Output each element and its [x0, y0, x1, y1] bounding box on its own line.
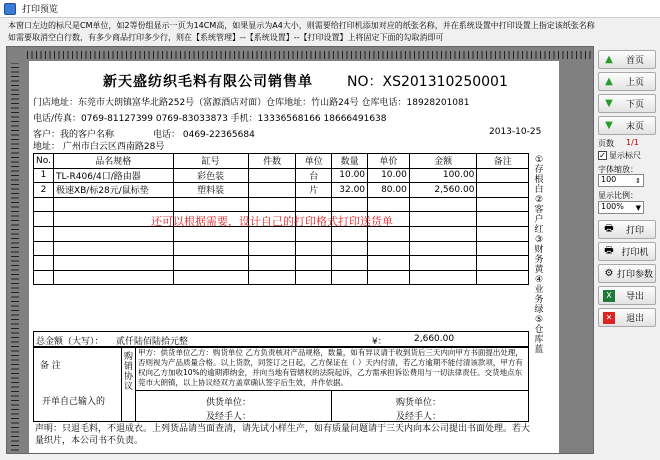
company-title: 新天盛纺织毛料有限公司销售单 [103, 74, 313, 90]
prev-page-button[interactable]: ▲ 上页 [598, 72, 656, 91]
table-cell [368, 270, 410, 285]
total-row [33, 331, 529, 347]
table-row [34, 197, 529, 212]
arrow-up-icon: ▲ [605, 76, 613, 87]
agreement-text: 甲方：供货单位乙方：购货单位 乙方负责核对产品规格，数量，如有异议请于收到货后三天内向甲方书面提出处理，否则视为产品质量合格。以上货款，同签订之日起，乙方保证在（ ）天内付清，若乙方逾期不能付清该款项，甲方有权向乙方加收10%的逾期滞纳金，并向当地有管辖权的法院起诉，乙方需承担诉讼费用与一切法律责任。交货地点东莞市大朗镇，以上协议经双方盖章确认签字后生效，并作依据。 [138, 348, 523, 387]
table-cell [34, 212, 54, 227]
table-cell [296, 270, 332, 285]
next-page-button[interactable]: ▼ 下页 [598, 94, 656, 113]
remark-text: 开单自己输入的 [42, 397, 106, 407]
table-cell [409, 241, 477, 256]
table-cell [477, 256, 529, 271]
pages-value: 1/1 [626, 138, 639, 147]
display-ratio-select[interactable]: 100% ▼ [598, 201, 644, 214]
table-cell: 32.00 [332, 183, 368, 198]
table-cell: TL-R406/4口/路由器 [53, 168, 173, 183]
table-cell [477, 241, 529, 256]
table-cell [173, 241, 248, 256]
checkbox-checked-icon: ✓ [599, 151, 606, 160]
table-cell [34, 256, 54, 271]
table-cell [248, 241, 296, 256]
table-row [34, 168, 529, 183]
font-zoom-label: 字体缩放： [598, 165, 638, 174]
table-cell [248, 256, 296, 271]
table-header-cell: 单价 [368, 154, 410, 169]
table-cell [173, 197, 248, 212]
table-header-cell: 单位 [296, 154, 332, 169]
table-cell: 塑料装 [173, 183, 248, 198]
print-page [29, 61, 559, 454]
table-cell [477, 270, 529, 285]
preview-area[interactable] [6, 46, 594, 454]
table-cell: 100.00 [409, 168, 477, 183]
remark-cell [34, 348, 122, 421]
exit-button[interactable]: ✕ 退出 [598, 308, 656, 327]
table-cell [53, 270, 173, 285]
table-cell: 极速XB/标28元/鼠标垫 [53, 183, 173, 198]
table-cell: 1 [34, 168, 54, 183]
customer-phone: 电话： 0469-22365684 [153, 130, 255, 140]
print-params-button[interactable]: ⚙ 打印参数 [598, 264, 656, 283]
pages-label: 页数 [598, 139, 614, 148]
table-cell [477, 168, 529, 183]
hint-line-2: 如需要取消空白行数，有多少商品打印多少行，则在【系统管理】--【系统设置】--【打印设置】上将固定下面的勾取消即可 [8, 33, 444, 42]
table-cell [332, 256, 368, 271]
copy-label: ⑤仓库蓝 [534, 315, 544, 355]
table-header-cell: 缸号 [173, 154, 248, 169]
table-cell [409, 256, 477, 271]
table-cell [409, 226, 477, 241]
table-cell [409, 197, 477, 212]
customer-name: 客户：我的客户名称 [33, 130, 115, 140]
table-cell [368, 241, 410, 256]
total-symbol: ¥： [372, 337, 387, 347]
table-cell [34, 226, 54, 241]
table-cell: 2 [34, 183, 54, 198]
buyer-unit: 购货单位： [396, 398, 442, 408]
supplier-unit: 供货单位： [206, 398, 252, 408]
table-cell [248, 197, 296, 212]
table-cell [332, 197, 368, 212]
table-header-cell: 件数 [248, 154, 296, 169]
first-page-button[interactable]: ▲ 首页 [598, 50, 656, 69]
arrow-down-icon: ▼ [605, 120, 613, 131]
customer-address: 地址： 广州市白云区西南路28号 [33, 142, 165, 152]
table-cell [248, 183, 296, 198]
table-cell: 片 [296, 183, 332, 198]
table-header-cell: 金额 [409, 154, 477, 169]
table-cell: 台 [296, 168, 332, 183]
order-date: 2013-10-25 [489, 127, 542, 137]
buyer-handler: 及经手人： [396, 412, 442, 422]
footer-statement: 声明：只退毛料，不退成衣。上列货品请当面查清，请先试小样生产，如有质量问题请于三天内向本公司提出书面处理。若大量织片，本公司书不负责。 [35, 424, 531, 446]
table-cell [477, 197, 529, 212]
copy-label: ③财务黄 [534, 235, 544, 275]
copy-label: ②客户红 [534, 195, 544, 235]
signature-area [136, 390, 528, 421]
arrow-down-icon: ▼ [605, 98, 613, 109]
table-cell [368, 197, 410, 212]
remark-box [33, 347, 529, 422]
table-row [34, 270, 529, 285]
table-cell [34, 241, 54, 256]
display-ratio-label: 显示比例： [598, 191, 638, 200]
arrow-up-icon: ▲ [605, 54, 613, 65]
copy-labels [533, 155, 545, 355]
table-cell [248, 270, 296, 285]
table-cell [296, 241, 332, 256]
agreement-label: 购销协议 [122, 348, 136, 421]
table-cell: 10.00 [332, 168, 368, 183]
table-header-row [34, 154, 529, 169]
app-icon [4, 3, 16, 15]
remark-label: 备 注 [40, 361, 61, 371]
last-page-button[interactable]: ▼ 末页 [598, 116, 656, 135]
table-cell: 80.00 [368, 183, 410, 198]
table-cell: 彩色装 [173, 168, 248, 183]
table-cell [477, 212, 529, 227]
table-cell [368, 256, 410, 271]
phone-line: 电话/传真：0769-81127399 0769-83033873 手机：13336568166 18666491638 [33, 114, 387, 124]
table-cell [477, 226, 529, 241]
close-icon: ✕ [603, 312, 615, 324]
printer-button[interactable]: 🖶 打印机 [598, 242, 656, 261]
watermark-text: 还可以根据需要，设计自己的打印格式打印送货单 [151, 215, 393, 228]
table-cell [173, 270, 248, 285]
supplier-handler: 及经手人： [206, 412, 252, 422]
copy-label: ①存根白 [534, 155, 544, 195]
excel-icon: X [603, 290, 615, 302]
table-cell [34, 270, 54, 285]
export-button[interactable]: X 导出 [598, 286, 656, 305]
table-cell [409, 212, 477, 227]
print-button[interactable]: 🖶 打印 [598, 220, 656, 239]
total-value: 2,660.00 [414, 334, 455, 344]
hint-line-1: 本窗口左边的标尺是CM单位，如2等份组显示一页为14CM高，如果显示为A4大小，则需要给打印机添加对应的纸张名称，并在系统设置中打印设置上指定该纸张名称 [8, 21, 595, 30]
table-cell [53, 256, 173, 271]
store-address: 门店地址：东莞市大朗镇富华北路252号（富源酒店对面）仓库地址：竹山路24号 仓库电话：18928201081 [33, 98, 470, 108]
table-cell [34, 197, 54, 212]
table-cell: 2,560.00 [409, 183, 477, 198]
printer-icon: 🖶 [604, 223, 614, 234]
chevron-down-icon: ▼ [635, 204, 641, 212]
total-words: 贰仟陆佰陆拾元整 [116, 337, 189, 347]
spinner-icon: ⇕ [635, 177, 641, 185]
order-number: NO：XS201310250001 [347, 74, 508, 90]
table-cell [332, 270, 368, 285]
table-header-cell: 数量 [332, 154, 368, 169]
table-cell [409, 270, 477, 285]
copy-label: ④业务绿 [534, 275, 544, 315]
font-zoom-select[interactable]: 100 ⇕ [598, 174, 644, 187]
top-ruler [27, 51, 594, 59]
table-row [34, 183, 529, 198]
left-ruler [11, 63, 19, 454]
table-header-cell: 品名规格 [53, 154, 173, 169]
table-cell [477, 183, 529, 198]
title-bar [0, 0, 660, 18]
table-cell: 10.00 [368, 168, 410, 183]
table-row [34, 241, 529, 256]
table-cell [53, 241, 173, 256]
table-cell [296, 256, 332, 271]
table-cell [173, 256, 248, 271]
table-cell [53, 197, 173, 212]
table-cell [332, 241, 368, 256]
table-cell [296, 197, 332, 212]
table-cell [248, 168, 296, 183]
table-row [34, 256, 529, 271]
window-title: 打印预览 [22, 5, 59, 15]
gear-icon: ⚙ [604, 268, 614, 279]
printer-icon: 🖶 [604, 245, 614, 256]
hint-text [8, 20, 658, 44]
show-ruler-checkbox[interactable]: ✓ 显示标尺 [599, 151, 641, 160]
table-header-cell: 备注 [477, 154, 529, 169]
table-header-cell: No. [34, 154, 54, 169]
total-label: 总金额（大写）： [36, 337, 104, 347]
